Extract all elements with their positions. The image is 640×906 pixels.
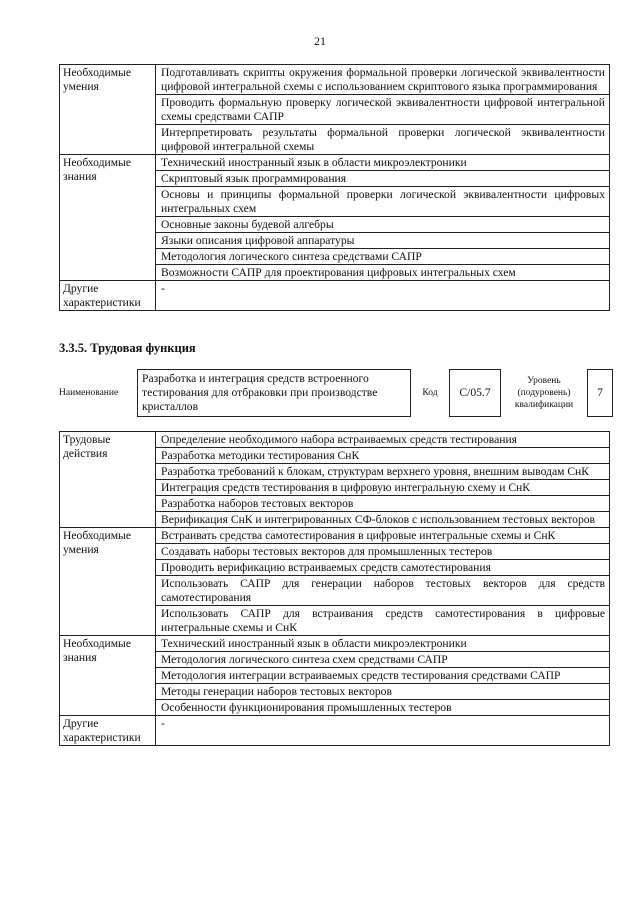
name-label: Наименование	[59, 388, 119, 398]
function-code: С/05.7	[450, 370, 501, 417]
row-item: Технический иностранный язык в области микроэлектроники	[156, 155, 610, 171]
row-label: Необходимые умения	[60, 65, 156, 155]
page-number: 21	[314, 34, 326, 48]
row-item: Интеграция средств тестирования в цифровую интегральную схему и СнК	[156, 480, 610, 496]
row-item: Разработка требований к блокам, структурам верхнего уровня, внешним выводам СнК	[156, 464, 610, 480]
row-item: Интерпретировать результаты формальной проверки логической эквивалентности цифровой интегральной схемы	[156, 125, 610, 155]
table-row	[60, 528, 610, 544]
table-row	[60, 432, 610, 448]
row-item: Создавать наборы тестовых векторов для промышленных тестеров	[156, 544, 610, 560]
row-item: Технический иностранный язык в области микроэлектроники	[156, 636, 610, 652]
table-row	[60, 155, 610, 171]
table-row	[60, 65, 610, 95]
row-item: Возможности САПР для проектирования цифровых интегральных схем	[156, 265, 610, 281]
row-item: Основы и принципы формальной проверки логической эквивалентности цифровых интегральных схем	[156, 187, 610, 217]
row-item: Проводить формальную проверку логической эквивалентности цифровой интегральной схемы средствами САПР	[156, 95, 610, 125]
row-item: Встраивать средства самотестирования в цифровые интегральные схемы и СнК	[156, 528, 610, 544]
row-item: Верификация СнК и интегрированных СФ-блоков с использованием тестовых векторов	[156, 512, 610, 528]
row-item: Использовать САПР для встраивания средств самотестирования в цифровые интегральные схемы и СнК	[156, 606, 610, 636]
row-item: Методология логического синтеза схем средствами САПР	[156, 652, 610, 668]
row-item: -	[156, 716, 610, 746]
row-item: Определение необходимого набора встраиваемых средств тестирования	[156, 432, 610, 448]
function-name: Разработка и интеграция средств встроенного тестирования для отбраковки при производстве кристаллов	[138, 370, 411, 417]
row-item: Методы генерации наборов тестовых векторов	[156, 684, 610, 700]
labor-function-table	[59, 431, 610, 746]
row-item: Основные законы будевой алгебры	[156, 217, 610, 233]
row-label: Необходимые знания	[60, 636, 156, 716]
row-item: Проводить верификацию встраиваемых средств самотестирования	[156, 560, 610, 576]
function-header-table	[59, 369, 613, 417]
skills-knowledge-table	[59, 64, 610, 311]
row-item: Разработка наборов тестовых векторов	[156, 496, 610, 512]
row-label: Другие характеристики	[60, 716, 156, 746]
row-label: Трудовые действия	[60, 432, 156, 528]
code-label: Код	[422, 388, 438, 398]
row-item: Использовать САПР для генерации наборов тестовых векторов для средств самотестирования	[156, 576, 610, 606]
row-item: Подготавливать скрипты окружения формальной проверки логической эквивалентности цифровой интегральной схемы с использованием скриптового языка программирования	[156, 65, 610, 95]
table-row	[60, 636, 610, 652]
row-item: -	[156, 281, 610, 311]
qualification-level: 7	[588, 370, 613, 417]
row-item: Языки описания цифровой аппаратуры	[156, 233, 610, 249]
row-label: Другие характеристики	[60, 281, 156, 311]
row-item: Скриптовый язык программирования	[156, 171, 610, 187]
section-heading: 3.3.5. Трудовая функция	[59, 341, 196, 355]
row-label: Необходимые знания	[60, 155, 156, 281]
row-item: Разработка методики тестирования СнК	[156, 448, 610, 464]
row-item: Особенности функционирования промышленных тестеров	[156, 700, 610, 716]
row-item: Методология логического синтеза средствами САПР	[156, 249, 610, 265]
level-label: Уровень (подуровень) квалификации	[514, 376, 574, 410]
table-row	[60, 281, 610, 311]
row-label: Необходимые умения	[60, 528, 156, 636]
table-row	[60, 716, 610, 746]
row-item: Методология интеграции встраиваемых средств тестирования средствами САПР	[156, 668, 610, 684]
